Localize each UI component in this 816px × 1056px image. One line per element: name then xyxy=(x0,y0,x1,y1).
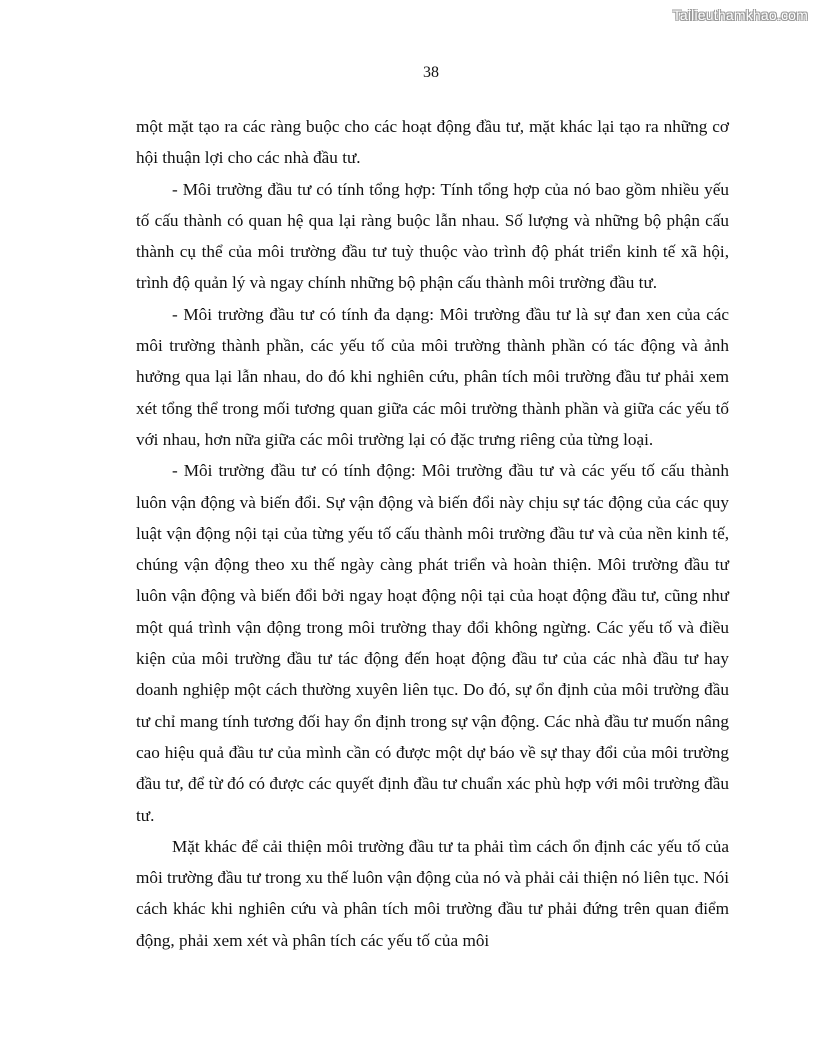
paragraph-tinh-da-dang: - Môi trường đầu tư có tính đa dạng: Môi trường đầu tư là sự đan xen của các môi trường thành phần, các yếu tố của môi trường thành phần có tác động và ảnh hưởng qua lại lẫn nhau, do đó khi nghiên cứu, phân tích môi trường đầu tư phải xem xét tổng thể trong mối tương quan giữa các môi trường thành phần và giữa các yếu tố với nhau, hơn nữa giữa các môi trường lại có đặc trưng riêng của từng loại. xyxy=(136,304,729,449)
paragraph-continuation: một mặt tạo ra các ràng buộc cho các hoạt động đầu tư, mặt khác lại tạo ra những cơ hội thuận lợi cho các nhà đầu tư. xyxy=(136,117,729,168)
page-number: 38 xyxy=(423,64,439,81)
paragraph-tinh-tong-hop: - Môi trường đầu tư có tính tổng hợp: Tính tổng hợp của nó bao gồm nhiều yếu tố cấu thành có quan hệ qua lại ràng buộc lẫn nhau. Số lượng và những bộ phận cấu thành cụ thể của môi trường đầu tư tuỳ thuộc vào trình độ phát triển kinh tế xã hội, trình độ quản lý và ngay chính những bộ phận cấu thành môi trường đầu tư. xyxy=(136,179,729,293)
paragraph-mat-khac: Mặt khác để cải thiện môi trường đầu tư ta phải tìm cách ổn định các yếu tố của môi trường đầu tư trong xu thế luôn vận động của nó và phải cải thiện nó liên tục. Nói cách khác khi nghiên cứu và phân tích môi trường đầu tư phải đứng trên quan điểm động, phải xem xét và phân tích các yếu tố của môi xyxy=(136,836,729,950)
paragraph-tinh-dong: - Môi trường đầu tư có tính động: Môi trường đầu tư và các yếu tố cấu thành luôn vận động và biến đổi. Sự vận động và biến đổi này chịu sự tác động của các quy luật vận động nội tại của từng yếu tố cấu thành môi trường đầu tư và của nền kinh tế, chúng vận động theo xu thế ngày càng phát triển và hoàn thiện. Môi trường đầu tư luôn vận động và biến đổi bởi ngay hoạt động nội tại của hoạt động đầu tư, cũng như một quá trình vận động trong môi trường thay đổi không ngừng. Các yếu tố và điều kiện của môi trường đầu tư tác động đến hoạt động đầu tư của các nhà đầu tư hay doanh nghiệp một cách thường xuyên liên tục. Do đó, sự ổn định của môi trường đầu tư chỉ mang tính tương đối hay ổn định trong sự vận động. Các nhà đầu tư muốn nâng cao hiệu quả đầu tư của mình cần có được một dự báo về sự thay đổi của môi trường đầu tư, để từ đó có được các quyết định đầu tư chuẩn xác phù hợp với môi trường đầu tư. xyxy=(136,461,729,825)
document-body xyxy=(136,111,729,956)
watermark-text: Tailieuthamkhao.com xyxy=(672,7,808,23)
